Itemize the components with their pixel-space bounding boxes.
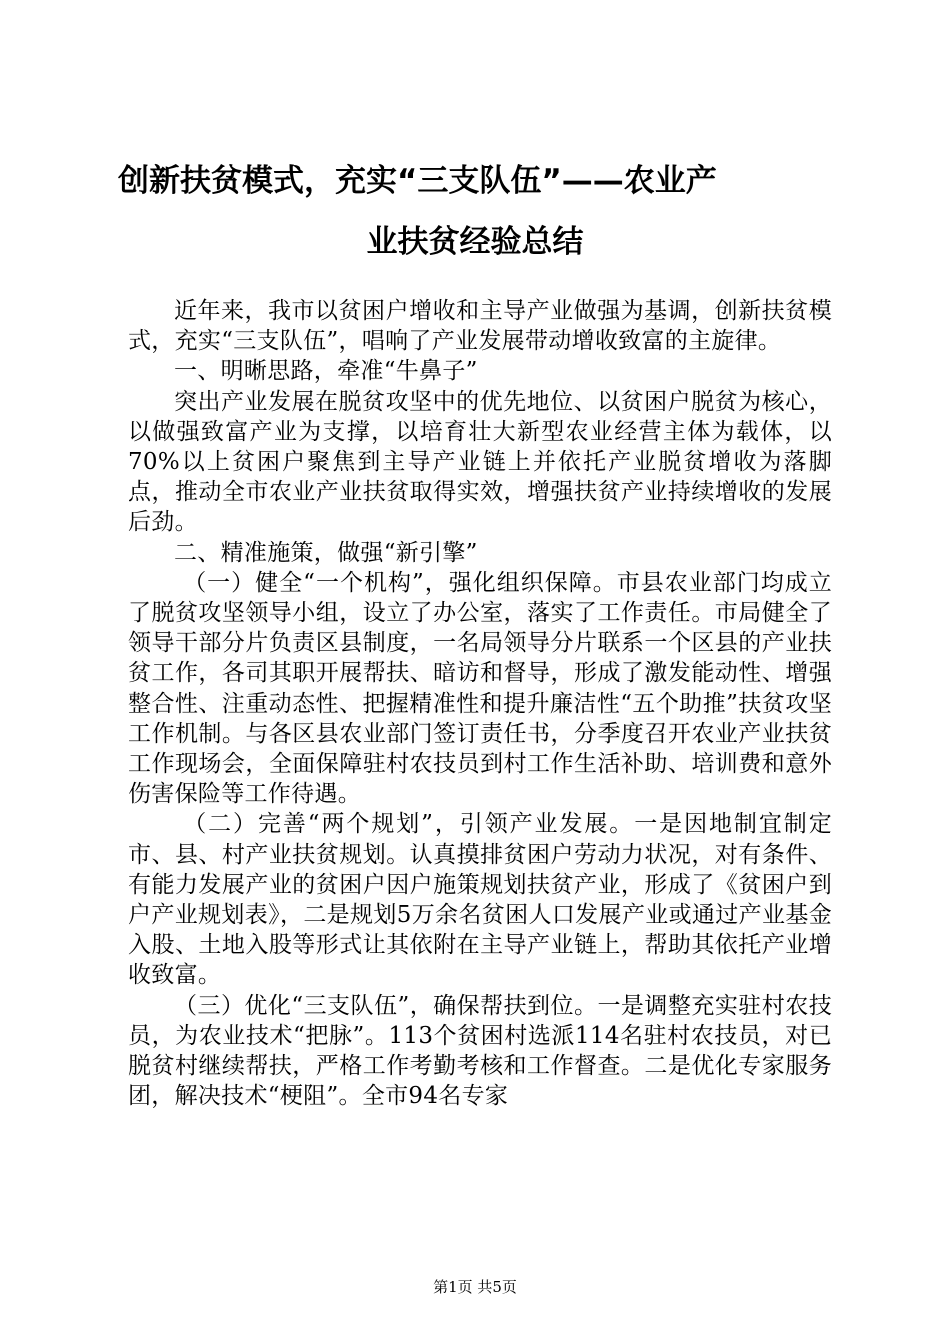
subsection-3-paragraph: （三）优化“三支队伍”，确保帮扶到位。一是调整充实驻村农技员，为农业技术“把脉”。113个贫困村选派114名驻村农技员，对已脱贫村继续帮扶，严格工作考勤考核和工作督查。二是优化专家服务团，解决技术“梗阻”。全市94名专家 xyxy=(128,992,832,1110)
document-title-line-1: 创新扶贫模式，充实“三支队伍”——农业产 xyxy=(118,163,717,199)
subsection-2-paragraph: （二）完善“两个规划”，引领产业发展。一是因地制宜制定市、县、村产业扶贫规划。认真摸排贫困户劳动力状况，对有条件、有能力发展产业的贫困户因户施策规划扶贫产业，形成了《贫困户到户产业规划表》，二是规划5万余名贫困人口发展产业或通过产业基金入股、土地入股等形式让其依附在主导产业链上，帮助其依托产业增收致富。 xyxy=(128,811,832,989)
document-title-line-2: 业扶贫经验总结 xyxy=(366,224,584,260)
intro-paragraph: 近年来，我市以贫困户增收和主导产业做强为基调，创新扶贫模式，充实“三支队伍”，唱响了产业发展带动增收致富的主旋律。 xyxy=(128,298,832,355)
section-1-paragraph: 突出产业发展在脱贫攻坚中的优先地位、以贫困户脱贫为核心，以做强致富产业为支撑，以培育壮大新型农业经营主体为载体，以70%以上贫困户聚焦到主导产业链上并依托产业脱贫增收为落脚点，推动全市农业产业扶贫取得实效，增强扶贫产业持续增收的发展后劲。 xyxy=(128,388,832,536)
section-heading-1: 一、明晰思路，牵准“牛鼻子” xyxy=(174,358,478,385)
subsection-1-paragraph: （一）健全“一个机构”，强化组织保障。市县农业部门均成立了脱贫攻坚领导小组，设立了办公室，落实了工作责任。市局健全了领导干部分片负责区县制度，一名局领导分片联系一个区县的产业扶贫工作，各司其职开展帮扶、暗访和督导，形成了激发能动性、增强整合性、注重动态性、把握精准性和提升廉洁性“五个助推”扶贫攻坚工作机制。与各区县农业部门签订责任书，分季度召开农业产业扶贫工作现场会，全面保障驻村农技员到村工作生活补助、培训费和意外伤害保险等工作待遇。 xyxy=(128,569,832,808)
page-footer: 第1页 共5页 xyxy=(433,1278,517,1296)
document-body xyxy=(128,296,832,1111)
section-heading-2: 二、精准施策，做强“新引擎” xyxy=(174,539,478,566)
